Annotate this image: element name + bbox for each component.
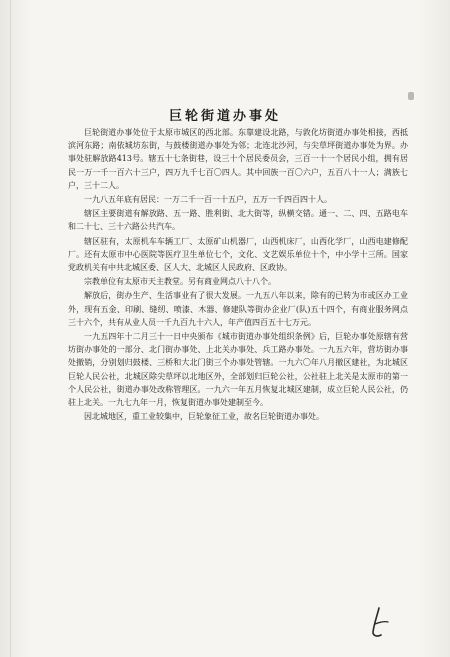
binding-edge [10, 0, 11, 657]
paragraph-history: 一九五四年十二月三十一日中央颁布《城市街道办事处组织条例》后，巨轮办事处原辖有营坊街办事处的一部分、北门街办事处、上北关办事处、兵工路办事处。一九五六年，营坊街办事处撤销，分别划归鼓楼、三桥和大北门街三个办事处管辖。一九六〇年八月撤区建社，为北城区巨轮人民公社，北城区除尖草坪以北地区外，全部划归巨轮公社，公社驻上北关是太原市的第一个人民公社，街道办事处改称管理区。一九六一年五月恢复北城区建制，成立巨轮人民公社，仍驻上北关。一九七九年一月，恢复街道办事处建制至今。 [68, 332, 408, 408]
paragraph-industry: 解放后，街办生产、生活事业有了很大发展。一九五八年以来，除有的已转为市或区办工业外，现有五金、印刷、缝纫、喷漆、木器、修建队等街办企业厂(队)五十四个，有商业服务网点三十六个，共有从业人员一千九百九十六人，年产值四百五十七万元。 [68, 291, 408, 327]
document-title: 巨轮街道办事处 [168, 109, 281, 124]
document-body [68, 126, 408, 424]
page-corner-mark [408, 92, 414, 100]
paragraph-streets: 辖区主要街道有解放路、五一路、胜利街、北大街等，纵横交错。通一、二、四、五路电车和二十七、三十六路公共汽车。 [68, 209, 408, 232]
paragraph-institutions: 辖区驻有，太原机车车辆工厂、太原矿山机器厂，山西机床厂，山西化学厂，山西电建修配厂。还有太原市中心医院等医疗卫生单位七个，文化、文艺娱乐单位十个，中小学十三所。国家党政机关有中共北城区委、区人大、北城区人民政府、区政协。 [68, 236, 408, 273]
paragraph-location: 巨轮街道办事处位于太原市城区的西北部。东靠建设北路，与敦化坊街道办事处相接，西抵滨河东路；南依城坊东街，与鼓楼街道办事处为邻；北连北沙河，与尖草坪街道办事处为界。办事处驻解放路413号。辖五十七条街巷，设三十个居民委员会，三百一十一个居民小组，拥有居民一万一千一百六十三户，四万九千七百〇四人。其中回族一百〇六户，五百八十一人；满族七户，三十二人。 [68, 128, 408, 190]
paragraph-population-1985: 一九八五年底有居民：一万二千一百一十五户，五万一千四百四十人。 [84, 195, 332, 205]
handwritten-mark [365, 606, 395, 642]
paragraph-name-origin: 因北城地区，重工业较集中，巨轮象征工业，故名巨轮街道办事处。 [84, 412, 324, 422]
paragraph-religion: 宗教单位有太原市天主教堂。另有商业网点八十八个。 [84, 277, 276, 287]
